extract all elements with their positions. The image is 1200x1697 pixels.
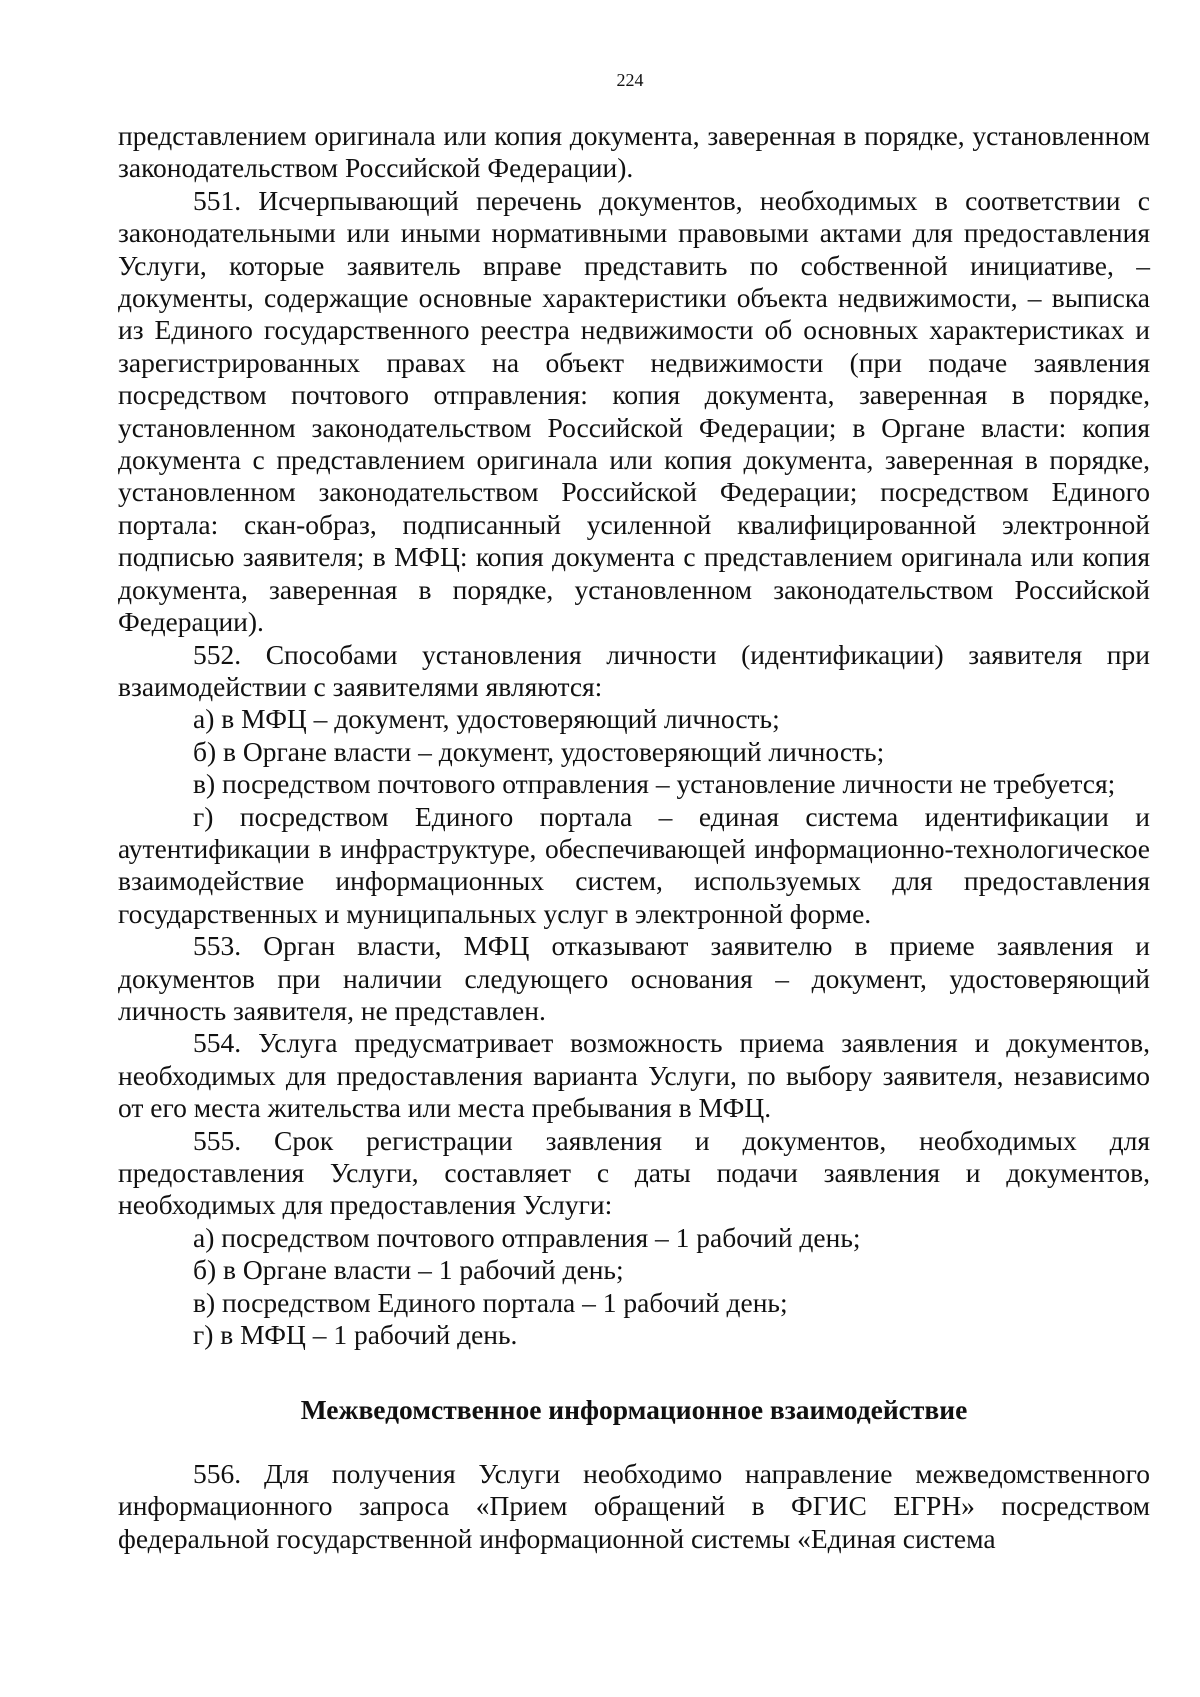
- paragraph-556: 556. Для получения Услуги необходимо направление межведомственного информационного запроса «Прием обращений в ФГИС ЕГРН» посредством федеральной государственной информационной системы «Единая система: [118, 1457, 1150, 1554]
- list-item-555-c: в) посредством Единого портала – 1 рабочий день;: [193, 1286, 788, 1318]
- paragraph-553: 553. Орган власти, МФЦ отказывают заявителю в приеме заявления и документов при наличии следующего основания – документ, удостоверяющий личность заявителя, не представлен.: [118, 930, 1150, 1026]
- list-item-552-d: г) посредством Единого портала – единая система идентификации и аутентификации в инфраструктуре, обеспечивающей информационно-технологическое взаимодействие информационных систем, используемых для предоставления государственных и муниципальных услуг в электронной форме.: [118, 800, 1150, 929]
- paragraph-continuation: представлением оригинала или копия документа, заверенная в порядке, установленном законодательством Российской Федерации).: [118, 120, 1150, 184]
- paragraph-551: 551. Исчерпывающий перечень документов, необходимых в соответствии с законодательными или иными нормативными правовыми актами для предоставления Услуги, которые заявитель вправе представить по собственной инициативе, – документы, содержащие основные характеристики объекта недвижимости, – выписка из Единого государственного реестра недвижимости об основных характеристиках и зарегистрированных правах на объект недвижимости (при подаче заявления посредством почтового отправления: копия документа, заверенная в порядке, установленном законодательством Российской Федерации; в Органе власти: копия документа с представлением оригинала или копия документа, заверенная в порядке, установленном законодательством Российской Федерации; посредством Единого портала: скан-образ, подписанный усиленной квалифицированной электронной подписью заявителя; в МФЦ: копия документа с представлением оригинала или копия документа, заверенная в порядке, установленном законодательством Российской Федерации).: [118, 184, 1150, 638]
- paragraph-552: 552. Способами установления личности (идентификации) заявителя при взаимодействии с заявителями являются:: [118, 638, 1150, 702]
- paragraph-554: 554. Услуга предусматривает возможность приема заявления и документов, необходимых для предоставления варианта Услуги, по выбору заявителя, независимо от его места жительства или места пребывания в МФЦ.: [118, 1027, 1150, 1124]
- list-item-555-b: б) в Органе власти – 1 рабочий день;: [193, 1254, 624, 1286]
- page-number: 224: [616, 70, 644, 90]
- list-item-555-a: а) посредством почтового отправления – 1 рабочий день;: [193, 1221, 861, 1253]
- list-item-552-a: а) в МФЦ – документ, удостоверяющий личность;: [193, 703, 780, 735]
- list-item-555-d: г) в МФЦ – 1 рабочий день.: [193, 1319, 518, 1351]
- document-body: [118, 120, 1150, 1555]
- section-heading: Межведомственное информационное взаимодействие: [300, 1394, 968, 1426]
- paragraph-555: 555. Срок регистрации заявления и документов, необходимых для предоставления Услуги, составляет с даты подачи заявления и документов, необходимых для предоставления Услуги:: [118, 1124, 1150, 1221]
- list-item-552-b: б) в Органе власти – документ, удостоверяющий личность;: [193, 735, 885, 767]
- list-item-552-c: в) посредством почтового отправления – установление личности не требуется;: [193, 768, 1116, 800]
